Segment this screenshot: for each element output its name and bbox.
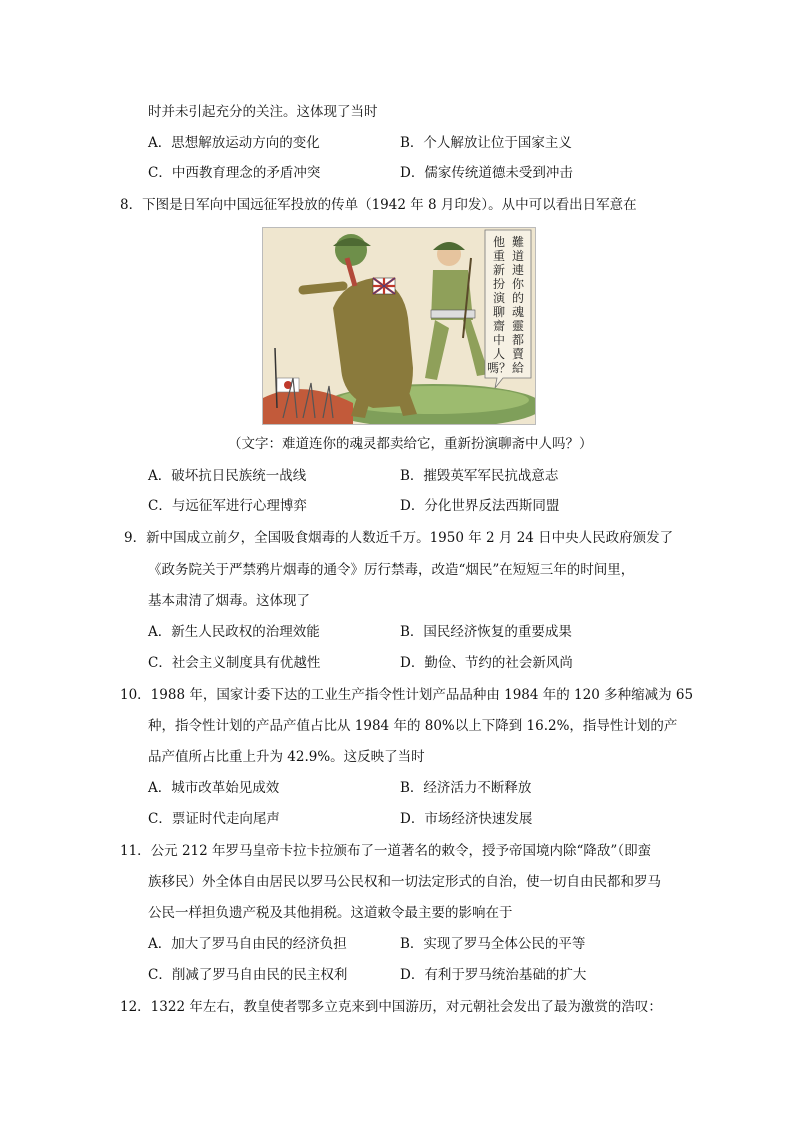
leaflet-illustration [263,228,535,424]
q11-stem-line-1: 11．公元 212 年罗马皇帝卡拉卡拉颁布了一道著名的敕令，授予帝国境内除“降敌”（即蛮 [120,843,652,859]
option-text: 破坏抗日民族统一战线 [171,468,307,484]
q12-stem-line-1: 12．1322 年左右，教皇使者鄂多立克来到中国游历，对元朝社会发出了最为激赏的浩叹： [120,999,662,1015]
option-letter: A． [148,135,172,151]
svg-text:連: 連 [511,263,525,277]
option-letter: A． [148,780,172,796]
q10-option-d [400,810,532,828]
svg-text:扮: 扮 [492,277,506,291]
option-letter: C． [148,655,172,671]
balloon-col-2: 他 [492,235,506,249]
svg-text:魂: 魂 [511,305,525,319]
q10-option-c [148,810,280,828]
q11-option-a [148,935,347,953]
svg-text:你: 你 [511,277,525,291]
q9-stem-line-2: 《政务院关于严禁鸦片烟毒的通令》厉行禁毒，改造“烟民”在短短三年的时间里， [148,562,635,578]
option-text: 加大了罗马自由民的经济负担 [171,936,347,952]
svg-text:中: 中 [492,333,506,347]
option-text: 摧毁英军军民抗战意志 [423,468,559,484]
q8-option-b [400,467,558,485]
option-text: 国民经济恢复的重要成果 [423,624,572,640]
svg-text:齋: 齋 [492,319,506,333]
option-letter: A． [148,468,172,484]
q11-stem-line-2: 族移民）外全体自由居民以罗马公民权和一切法定形式的自治，使一切自由民都和罗马 [148,874,661,890]
svg-text:道: 道 [511,249,525,263]
q9-stem-line-3: 基本肃清了烟毒。这体现了 [148,593,310,609]
option-text: 分化世界反法西斯同盟 [424,498,560,514]
option-text: 实现了罗马全体公民的平等 [423,936,586,952]
option-letter: B． [400,624,424,640]
option-letter: B． [400,780,424,796]
option-text: 中西教育理念的矛盾冲突 [171,165,321,181]
option-text: 社会主义制度具有优越性 [171,655,321,671]
svg-text:聊: 聊 [492,305,506,319]
leaflet-caption: （文字：难道连你的魂灵都卖给它，重新扮演聊斋中人吗？） [228,436,593,452]
q7-option-a [148,134,320,152]
q10-stem-line-1: 10．1988 年，国家计委下达的工业生产指令性计划产品品种由 1984 年的 120 多种缩减为 65 [120,687,694,703]
svg-text:的: 的 [511,291,525,305]
option-letter: C． [148,498,172,514]
option-text: 与远征军进行心理博弈 [171,498,307,514]
q7-option-b [400,134,572,152]
svg-text:賣: 賣 [511,347,525,361]
option-text: 个人解放让位于国家主义 [423,135,572,151]
option-letter: C． [148,165,172,181]
svg-text:給: 給 [511,361,525,375]
q11-option-c [148,966,347,984]
option-text: 勤俭、节约的社会新风尚 [424,655,573,671]
option-text: 城市改革始见成效 [171,780,280,796]
q8-stem: 8．下图是日军向中国远征军投放的传单（1942 年 8 月印发）。从中可以看出日军意在 [120,197,637,213]
svg-text:演: 演 [492,291,506,305]
option-letter: D． [400,165,425,181]
svg-text:新: 新 [492,263,506,277]
q7-option-d [400,164,573,182]
option-text: 新生人民政权的治理效能 [171,624,320,640]
q9-option-a [148,623,320,641]
propaganda-leaflet-image [262,227,536,425]
option-letter: A． [148,936,172,952]
svg-text:嗎？: 嗎？ [486,361,512,375]
option-text: 经济活力不断释放 [423,780,532,796]
option-letter: B． [400,936,424,952]
q9-option-c [148,654,320,672]
q8-option-c [148,497,307,515]
option-letter: D． [400,498,425,514]
q10-stem-line-2: 种，指令性计划的产品产值占比从 1984 年的 80%以上下降到 16.2%，指导性计划的产 [148,718,678,734]
q8-option-d [400,497,559,515]
option-letter: B． [400,468,424,484]
option-text: 削减了罗马自由民的民主权利 [171,967,348,983]
q7-stem-tail: 时并未引起充分的关注。这体现了当时 [148,104,378,120]
q11-option-b [400,935,585,953]
option-text: 市场经济快速发展 [424,811,533,827]
q10-option-b [400,779,531,797]
option-letter: C． [148,811,172,827]
option-letter: D． [400,967,425,983]
option-text: 有利于罗马统治基础的扩大 [424,967,587,983]
svg-text:都: 都 [511,333,525,347]
option-letter: C． [148,967,172,983]
option-letter: D． [400,811,425,827]
q7-option-c [148,164,320,182]
option-text: 票证时代走向尾声 [171,811,280,827]
svg-text:人: 人 [492,347,506,361]
q11-stem-line-3: 公民一样担负遗产税及其他捐税。这道敕令最主要的影响在于 [148,905,513,921]
q9-option-d [400,654,573,672]
svg-text:靈: 靈 [511,319,525,333]
option-letter: B． [400,135,424,151]
option-letter: A． [148,624,172,640]
q9-option-b [400,623,572,641]
svg-text:重: 重 [492,249,506,263]
q11-option-d [400,966,586,984]
q8-option-a [148,467,306,485]
q9-stem-line-1: 9．新中国成立前夕，全国吸食烟毒的人数近千万。1950 年 2 月 24 日中央人民政府颁发了 [124,530,674,546]
option-text: 儒家传统道德未受到冲击 [424,165,573,181]
balloon-col-1: 難 [511,235,525,249]
option-letter: D． [400,655,425,671]
q10-stem-line-3: 品产值所占比重上升为 42.9%。这反映了当时 [148,749,425,765]
option-text: 思想解放运动方向的变化 [171,135,320,151]
q10-option-a [148,779,279,797]
